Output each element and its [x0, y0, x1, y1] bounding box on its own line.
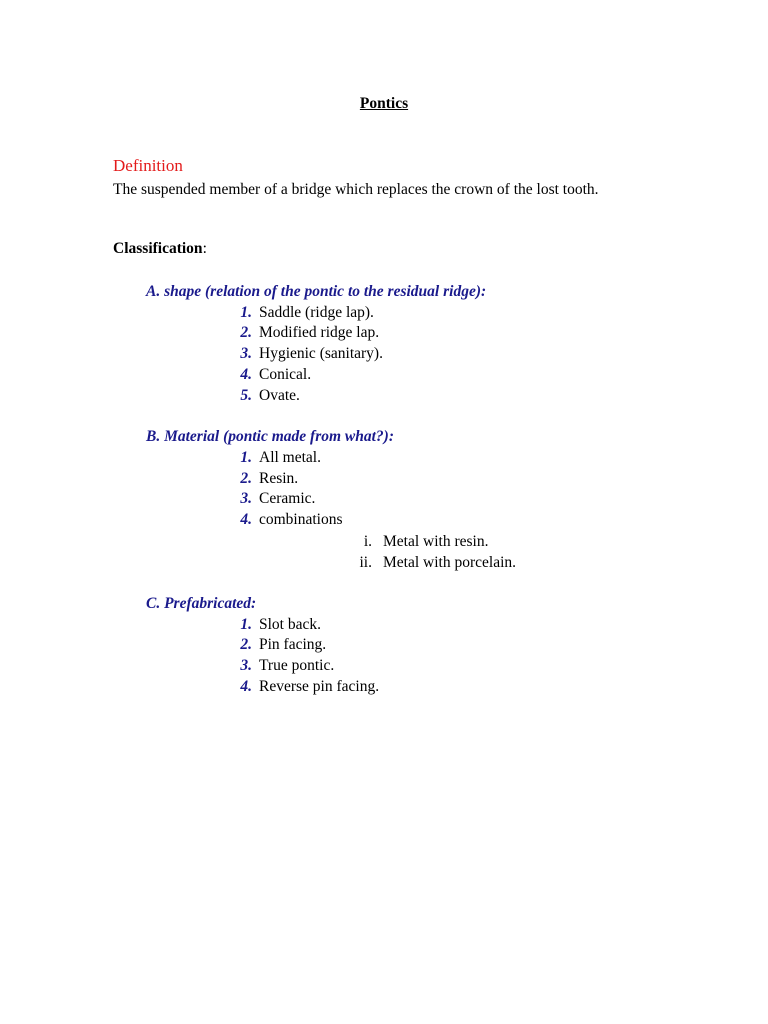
list-item-number: 2. [240, 470, 252, 487]
list-item: Hygienic (sanitary). [259, 345, 383, 362]
list-item-number: 1. [240, 616, 252, 633]
list-item: Slot back. [259, 616, 321, 633]
classification-heading [113, 241, 207, 257]
list-item: Pin facing. [259, 636, 327, 653]
list-item: Modified ridge lap. [259, 324, 380, 341]
page-title: Pontics [359, 95, 409, 112]
list-item-number: 5. [240, 387, 252, 404]
list-item: Saddle (ridge lap). [259, 304, 374, 321]
list-item-number: 4. [240, 366, 252, 383]
sub-list-item-number: i. [363, 533, 372, 550]
list-item: Ceramic. [259, 490, 316, 507]
list-item: Ovate. [259, 387, 300, 404]
list-item: Reverse pin facing. [259, 678, 380, 695]
sub-list-item: Metal with porcelain. [383, 554, 516, 571]
list-item-number: 2. [240, 324, 252, 341]
section-b-heading: B. Material (pontic made from what?): [146, 428, 394, 445]
list-item: combinations [259, 511, 343, 528]
list-item: Conical. [259, 366, 312, 383]
list-item: Resin. [259, 470, 299, 487]
definition-text: The suspended member of a bridge which replaces the crown of the lost tooth. [113, 181, 599, 198]
classification-colon: : [202, 240, 207, 257]
list-item-number: 3. [240, 345, 252, 362]
list-item-number: 4. [240, 511, 252, 528]
sub-list-item-number: ii. [359, 554, 372, 571]
classification-heading-label: Classification [113, 240, 203, 257]
list-item-number: 3. [240, 657, 252, 674]
list-item-number: 4. [240, 678, 252, 695]
sub-list-item: Metal with resin. [383, 533, 489, 550]
list-item: All metal. [259, 449, 321, 466]
definition-heading: Definition [113, 156, 183, 175]
list-item: True pontic. [259, 657, 335, 674]
list-item-number: 2. [240, 636, 252, 653]
list-item-number: 3. [240, 490, 252, 507]
list-item-number: 1. [240, 449, 252, 466]
list-item-number: 1. [240, 304, 252, 321]
section-a-heading: A. shape (relation of the pontic to the residual ridge): [146, 283, 487, 300]
section-c-heading: C. Prefabricated: [146, 595, 257, 612]
